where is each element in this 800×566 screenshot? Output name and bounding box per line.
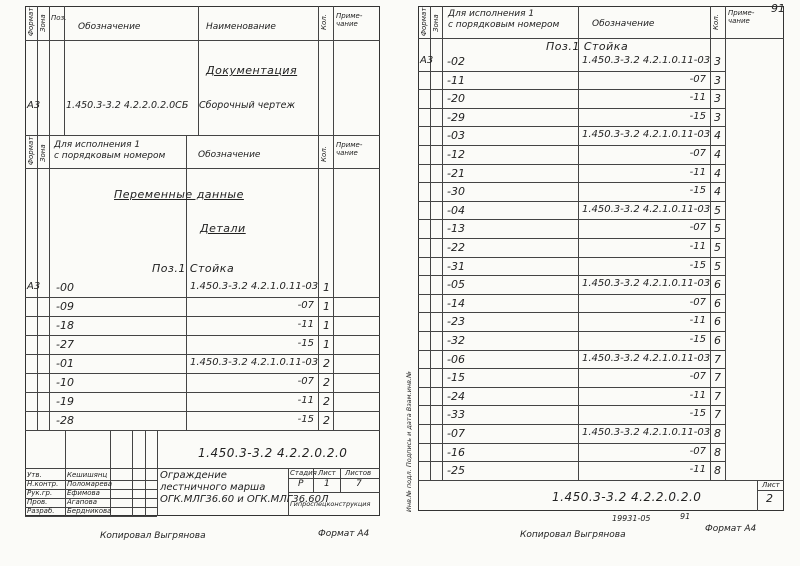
row-qty: 2 [323, 376, 330, 389]
row-line [25, 516, 157, 517]
right-header-qty: Кол. [712, 14, 720, 30]
line [333, 135, 334, 430]
row-number: -03 [447, 129, 465, 142]
row-line [418, 461, 725, 462]
row-line [418, 275, 725, 276]
row-designation: -07 [689, 148, 706, 159]
row-qty: 3 [714, 111, 721, 124]
tb-role: Разраб. [27, 507, 55, 515]
row-qty: 6 [714, 334, 721, 347]
row-qty: 4 [714, 185, 721, 198]
title-variable [114, 188, 244, 201]
row-designation: 1.450.3-3.2 4.2.1.0.11-03 [582, 427, 711, 438]
row-number: -24 [447, 390, 465, 403]
header-format: Формат [27, 7, 35, 36]
tb-person: Кешишянц [67, 471, 108, 479]
row-number: -10 [56, 376, 74, 389]
pos-label: Поз.1 Стойка [152, 262, 235, 275]
tb-role: Н.контр. [27, 480, 59, 488]
row-designation: -15 [689, 185, 706, 196]
line [578, 6, 579, 480]
row-line [418, 126, 725, 127]
row-qty: 2 [323, 414, 330, 427]
row-line [25, 411, 380, 412]
row-line [418, 405, 725, 406]
row-designation: -07 [689, 446, 706, 457]
row-designation: -15 [689, 334, 706, 345]
row-line [418, 108, 725, 109]
var-header-designation: Обозначение [198, 150, 261, 160]
row-qty: 5 [714, 222, 721, 235]
line [157, 430, 158, 516]
row-number: -21 [447, 167, 465, 180]
row-designation: 1.450.3-3.2 4.2.1.0.11-03 [190, 281, 319, 292]
row-line [418, 368, 725, 369]
row-line [418, 257, 725, 258]
row-line [418, 443, 725, 444]
doc-format: А3 [27, 100, 41, 111]
row-line [418, 145, 725, 146]
var-header-note: Приме- чание [336, 141, 363, 157]
row-line [25, 316, 380, 317]
row-number: -16 [447, 446, 465, 459]
row-number: -32 [447, 334, 465, 347]
row-number: -18 [56, 319, 74, 332]
row-format: А3 [27, 281, 41, 292]
line [37, 6, 38, 135]
row-line [25, 297, 380, 298]
var-header-variant: Для исполнения 1 с порядковым номером [54, 140, 166, 161]
row-qty: 6 [714, 278, 721, 291]
row-line [418, 387, 725, 388]
row-designation: -07 [689, 74, 706, 85]
row-number: -01 [56, 357, 74, 370]
sheets-label: Листов [345, 469, 372, 477]
row-designation: 1.450.3-3.2 4.2.1.0.11-03 [582, 204, 711, 215]
right-footer-copied: Копировал Выгрянова [520, 530, 626, 540]
side-stamp: Инв.№ подл. Подпись и дата Взам.инв.№ [405, 371, 413, 512]
row-line [418, 201, 725, 202]
line [318, 135, 319, 430]
stage-label: Стадия [290, 469, 317, 477]
row-qty: 3 [714, 55, 721, 68]
row-line [418, 424, 725, 425]
row-number: -12 [447, 148, 465, 161]
stage-value: Р [298, 479, 304, 489]
sheets-value: 7 [356, 479, 362, 489]
line [25, 40, 380, 41]
row-number: -28 [56, 414, 74, 427]
line [49, 6, 50, 135]
row-qty: 1 [323, 319, 330, 332]
left-sheet [25, 6, 380, 516]
header-name: Наименование [206, 22, 276, 32]
row-number: -13 [447, 222, 465, 235]
row-designation: -07 [689, 222, 706, 233]
row-designation: -11 [689, 390, 706, 401]
line [757, 490, 784, 491]
row-designation: -11 [689, 92, 706, 103]
row-qty: 8 [714, 427, 721, 440]
row-qty: 7 [714, 408, 721, 421]
row-number: -30 [447, 185, 465, 198]
row-designation: -15 [689, 408, 706, 419]
row-number: -11 [447, 74, 465, 87]
archive-number: 19931-05 [612, 514, 651, 523]
line [725, 6, 726, 480]
header-designation: Обозначение [78, 22, 141, 32]
tb-person: Ефимова [67, 489, 100, 497]
line [710, 6, 711, 480]
right-sheet-label: Лист [762, 481, 780, 489]
row-qty: 8 [714, 464, 721, 477]
row-qty: 3 [714, 74, 721, 87]
right-sheet-number: 2 [766, 492, 773, 505]
line [340, 468, 341, 492]
row-line [418, 182, 725, 183]
row-qty: 7 [714, 390, 721, 403]
line [110, 430, 111, 516]
row-number: -09 [56, 300, 74, 313]
line [25, 168, 380, 169]
org-name: Гипроспецконструкция [290, 500, 371, 508]
header-pos: Поз. [51, 14, 67, 22]
row-designation: -07 [689, 297, 706, 308]
row-qty: 6 [714, 315, 721, 328]
row-designation: -07 [297, 300, 314, 311]
tb-role: Утв. [27, 471, 42, 479]
var-header-format: Формат [27, 136, 35, 165]
line [418, 480, 784, 481]
right-header-format: Формат [420, 7, 428, 36]
line [145, 430, 146, 516]
header-qty: Кол. [320, 14, 328, 30]
line [442, 6, 443, 480]
row-number: -06 [447, 353, 465, 366]
row-line [25, 392, 380, 393]
row-number: -05 [447, 278, 465, 291]
tb-person: Поломарева [67, 480, 113, 488]
row-number: -23 [447, 315, 465, 328]
row-qty: 1 [323, 300, 330, 313]
title-block-doc-name: Ограждение лестничного марша ОГК.МЛГ36.60 и ОГК.МЛГ36.60Л [160, 470, 329, 505]
left-footer-format: Формат А4 [318, 529, 370, 539]
right-header-designation: Обозначение [592, 19, 655, 29]
row-qty: 5 [714, 260, 721, 273]
row-designation: -11 [297, 395, 314, 406]
row-designation: -11 [689, 167, 706, 178]
right-footer-format: Формат А4 [705, 524, 757, 534]
row-designation: 1.450.3-3.2 4.2.1.0.11-03 [582, 55, 711, 66]
row-number: -27 [56, 338, 74, 351]
line [430, 6, 431, 480]
row-number: -22 [447, 241, 465, 254]
row-designation: 1.450.3-3.2 4.2.1.0.11-03 [582, 129, 711, 140]
line [49, 135, 50, 430]
line [318, 6, 319, 135]
row-qty: 5 [714, 241, 721, 254]
row-line [25, 354, 380, 355]
row-line [418, 331, 725, 332]
doc-designation: 1.450.3-3.2 4.2.2.0.2.0СБ [66, 100, 189, 111]
right-pos-label: Поз.1 Стойка [546, 40, 629, 53]
row-line [418, 71, 725, 72]
row-designation: -11 [689, 315, 706, 326]
row-format: А3 [420, 55, 434, 66]
row-qty: 7 [714, 371, 721, 384]
section-title-documentation: Документация [206, 64, 298, 77]
row-qty: 4 [714, 167, 721, 180]
tb-person: Бердникова [67, 507, 112, 515]
var-header-zone: Зона [39, 144, 47, 162]
tb-role: Рук.гр. [27, 489, 53, 497]
right-header-zone: Зона [432, 14, 440, 32]
left-footer-copied: Копировал Выгрянова [100, 531, 206, 541]
row-qty: 6 [714, 297, 721, 310]
row-qty: 1 [323, 338, 330, 351]
row-qty: 4 [714, 129, 721, 142]
tb-person: Агапова [67, 498, 98, 506]
row-number: -25 [447, 464, 465, 477]
row-number: -20 [447, 92, 465, 105]
row-line [418, 350, 725, 351]
title-block-code: 1.450.3-3.2 4.2.2.0.2.0 [198, 446, 348, 460]
row-designation: 1.450.3-3.2 4.2.1.0.11-03 [582, 278, 711, 289]
row-number: -02 [447, 55, 465, 68]
title-details: Детали [200, 222, 246, 235]
row-designation: -15 [297, 414, 314, 425]
title-variable-text: Переменные данные [114, 188, 244, 201]
row-number: -07 [447, 427, 465, 440]
row-number: -04 [447, 204, 465, 217]
row-line [418, 294, 725, 295]
header-zone: Зона [39, 14, 47, 32]
row-qty: 3 [714, 92, 721, 105]
line [333, 6, 334, 135]
row-number: -29 [447, 111, 465, 124]
row-qty: 2 [323, 395, 330, 408]
header-note: Приме- чание [336, 12, 363, 28]
line [25, 430, 380, 431]
row-line [418, 164, 725, 165]
right-header-variant: Для исполнения 1 с порядковым номером [448, 9, 560, 30]
row-designation: -15 [689, 260, 706, 271]
right-header-note: Приме- чание [728, 9, 755, 25]
row-designation: 1.450.3-3.2 4.2.1.0.11-03 [582, 353, 711, 364]
row-designation: -15 [297, 338, 314, 349]
row-qty: 5 [714, 204, 721, 217]
row-designation: -07 [689, 371, 706, 382]
row-line [25, 373, 380, 374]
row-line [418, 312, 725, 313]
line [198, 6, 199, 135]
row-designation: 1.450.3-3.2 4.2.1.0.11-03 [190, 357, 319, 368]
tb-role: Пров. [27, 498, 48, 506]
row-number: -14 [447, 297, 465, 310]
row-designation: -07 [297, 376, 314, 387]
row-designation: -11 [689, 464, 706, 475]
row-line [418, 89, 725, 90]
row-number: -00 [56, 281, 74, 294]
row-line [418, 219, 725, 220]
row-number: -31 [447, 260, 465, 273]
line [65, 430, 66, 516]
row-qty: 8 [714, 446, 721, 459]
row-designation: -15 [689, 111, 706, 122]
row-designation: -11 [689, 241, 706, 252]
sheet-label: Лист [318, 469, 336, 477]
line [418, 38, 784, 39]
row-number: -33 [447, 408, 465, 421]
row-designation: -11 [297, 319, 314, 330]
row-qty: 1 [323, 281, 330, 294]
line [132, 430, 133, 516]
row-number: -15 [447, 371, 465, 384]
archive-sheet: 91 [680, 512, 691, 521]
row-number: -19 [56, 395, 74, 408]
doc-name: Сборочный чертеж [199, 100, 296, 111]
row-qty: 2 [323, 357, 330, 370]
row-qty: 4 [714, 148, 721, 161]
line [25, 135, 380, 136]
line [64, 6, 65, 135]
var-header-qty: Кол. [320, 146, 328, 162]
row-line [418, 238, 725, 239]
row-qty: 7 [714, 353, 721, 366]
line [186, 135, 187, 430]
right-bottom-code: 1.450.3-3.2 4.2.2.0.2.0 [552, 490, 702, 504]
sheet-value: 1 [324, 479, 330, 489]
line [757, 480, 758, 511]
page-corner-number: 91 [771, 2, 785, 15]
row-line [25, 335, 380, 336]
